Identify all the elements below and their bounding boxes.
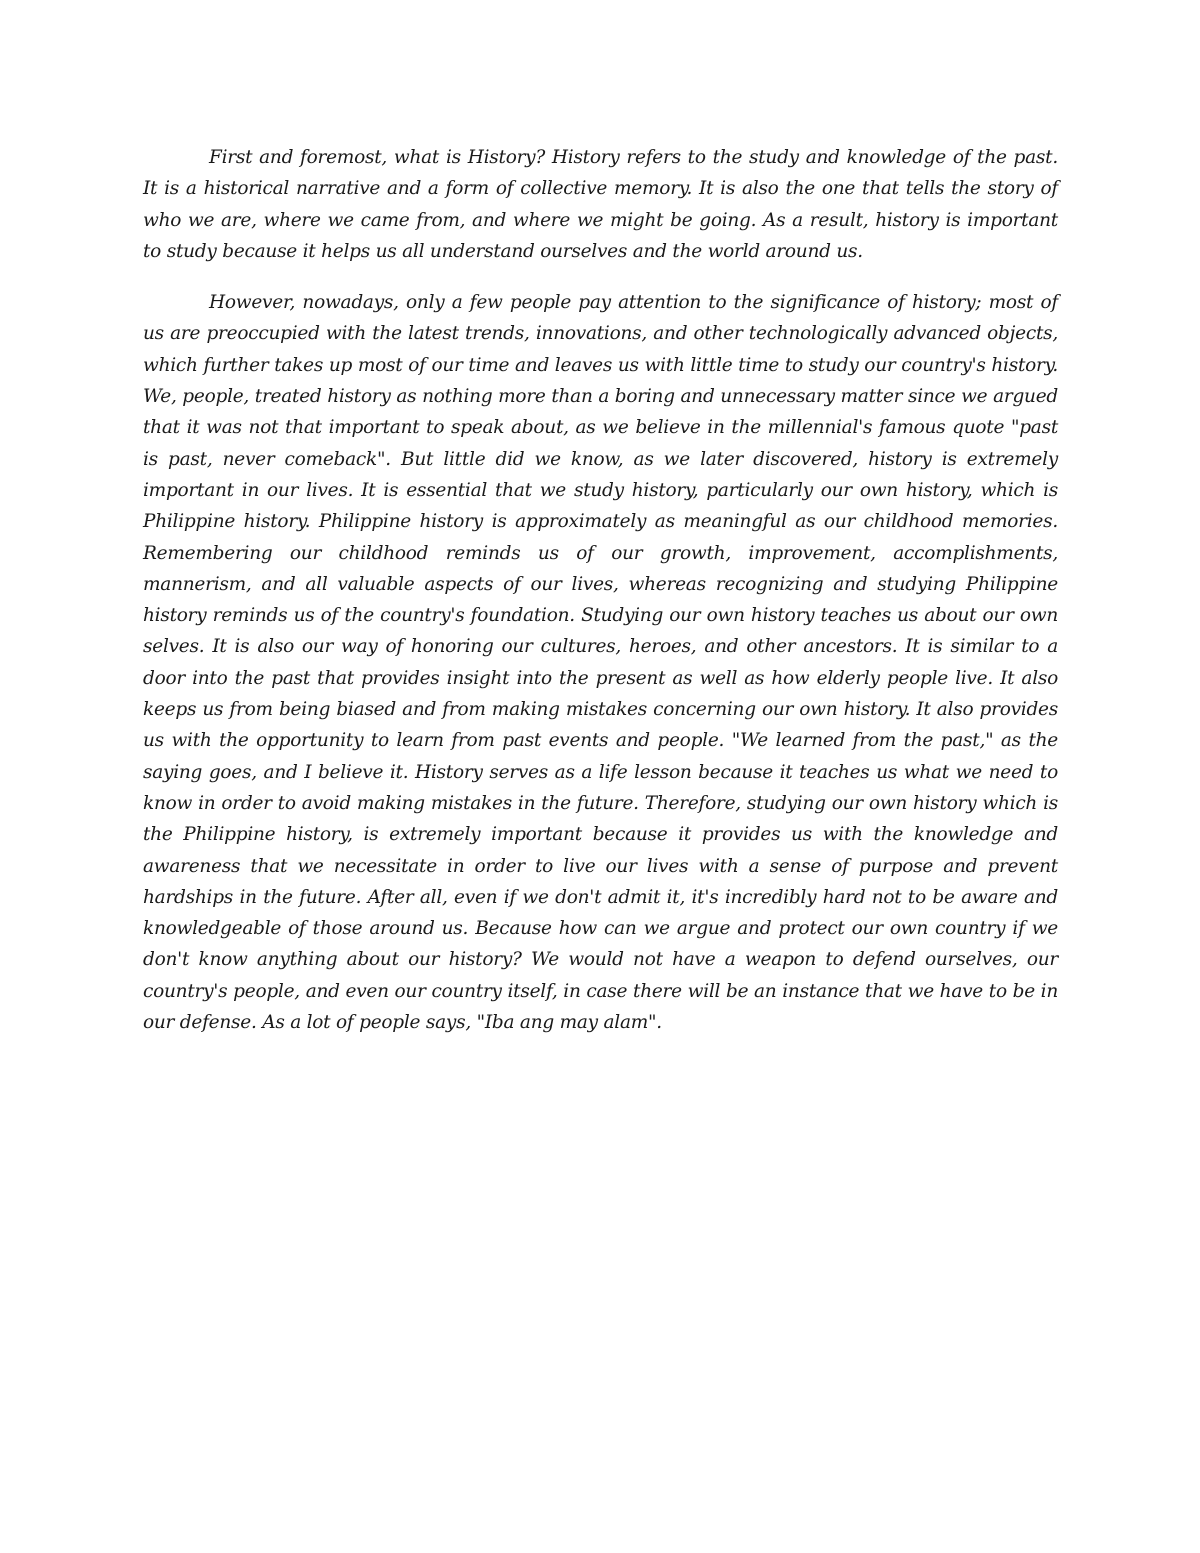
document-body: [143, 142, 1058, 1038]
paragraph-2: However, nowadays, only a few people pay attention to the significance of history; most of us are preoccupied with the latest trends, innovations, and other technologically advanced objects, which further takes up most of our time and leaves us with little time to study our country's history. We, people, treated history as nothing more than a boring and unnecessary matter since we argued that it was not that important to speak about, as we believe in the millennial's famous quote "past is past, never comeback". But little did we know, as we later discovered, history is extremely important in our lives. It is essential that we study history, particularly our own history, which is Philippine history. Philippine history is approximately as meaningful as our childhood memories. Remembering our childhood reminds us of our growth, improvement, accomplishments, mannerism, and all valuable aspects of our lives, whereas recognizing and studying Philippine history reminds us of the country's foundation. Studying our own history teaches us about our own selves. It is also our way of honoring our cultures, heroes, and other ancestors. It is similar to a door into the past that provides insight into the present as well as how elderly people live. It also keeps us from being biased and from making mistakes concerning our own history. It also provides us with the opportunity to learn from past events and people. "We learned from the past," as the saying goes, and I believe it. History serves as a life lesson because it teaches us what we need to know in order to avoid making mistakes in the future. Therefore, studying our own history which is the Philippine history, is extremely important because it provides us with the knowledge and awareness that we necessitate in order to live our lives with a sense of purpose and prevent hardships in the future. After all, even if we don't admit it, it's incredibly hard not to be aware and knowledgeable of those around us. Because how can we argue and protect our own country if we don't know anything about our history? We would not have a weapon to defend ourselves, our country's people, and even our country itself, in case there will be an instance that we have to be in our defense. As a lot of people says, "Iba ang may alam".: [143, 292, 1058, 1034]
paragraph-1: First and foremost, what is History? History refers to the study and knowledge of the past. It is a historical narrative and a form of collective memory. It is also the one that tells the story of who we are, where we came from, and where we might be going. As a result, history is important to study because it helps us all understand ourselves and the world around us.: [143, 147, 1058, 262]
